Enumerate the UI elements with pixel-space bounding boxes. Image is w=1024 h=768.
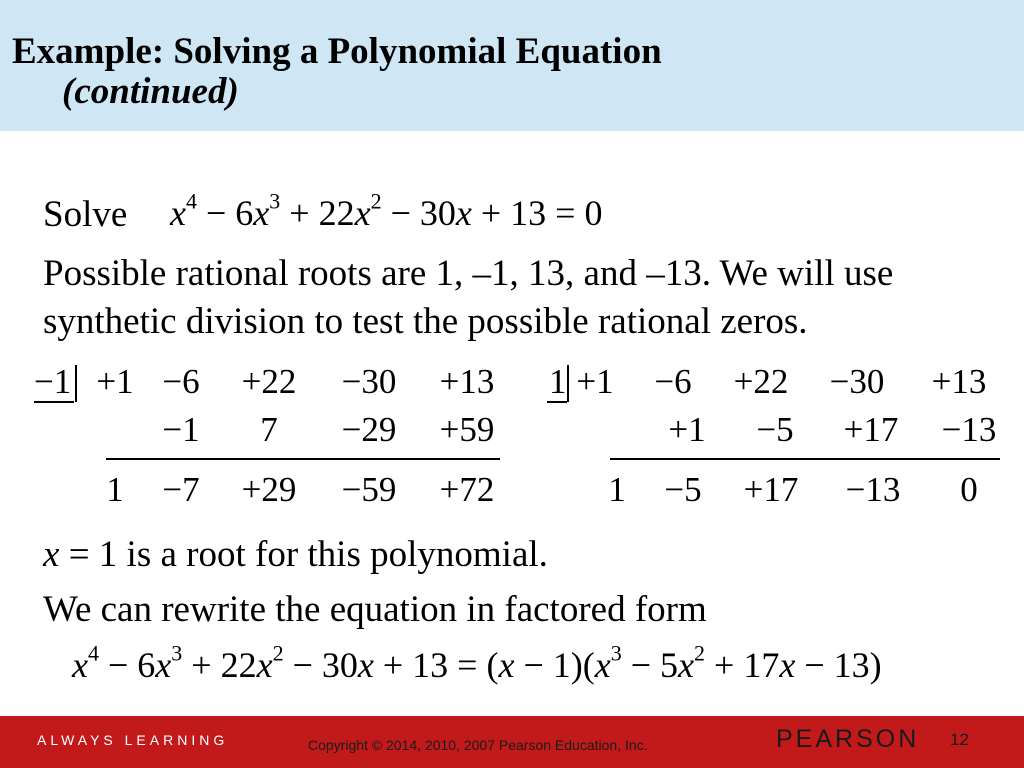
right-row3-cell: −13 (845, 470, 901, 509)
divisor-bar-left (75, 365, 77, 402)
left-row2-cell: −1 (162, 410, 200, 449)
right-row3-cell: 1 (608, 470, 626, 509)
root-statement-text: = 1 is a root for this polynomial. (59, 534, 548, 575)
right-row1-cell: +1 (576, 362, 614, 401)
left-row1-cell: +13 (439, 362, 495, 401)
divisor-underline-right (547, 401, 567, 403)
left-row2-cell: −29 (341, 410, 397, 449)
result-line-right (610, 458, 1000, 460)
result-line-left (106, 458, 500, 460)
left-row1-cell: +1 (96, 362, 134, 401)
divisor-left: −1 (34, 362, 72, 401)
paragraph-line-2: synthetic division to test the possible rational zeros. (43, 301, 808, 342)
factored-equation: $x^4 - 6x^3 + 22x^2 - 30x + 13 = (x - 1)(x^3 - 5x^2 + 17x - 13)$ (72, 640, 882, 685)
left-row1-cell: −30 (341, 362, 397, 401)
right-row2-cell: −13 (941, 410, 997, 449)
always-learning-tagline: ALWAYS LEARNING (37, 732, 229, 748)
paragraph-line-1: Possible rational roots are 1, –1, 13, and –13. We will use (43, 253, 894, 294)
right-row1-cell: −30 (829, 362, 885, 401)
left-row1-cell: +22 (241, 362, 297, 401)
left-row3-cell: 1 (106, 470, 124, 509)
footer-bar (0, 716, 1024, 768)
left-row3-cell: −59 (341, 470, 397, 509)
root-variable: x (43, 534, 60, 575)
right-row1-cell: +13 (931, 362, 987, 401)
copyright-notice: Copyright © 2014, 2010, 2007 Pearson Education, Inc. (308, 737, 648, 753)
divisor-right: 1 (549, 362, 567, 401)
slide-title: Example: Solving a Polynomial Equation (12, 31, 662, 72)
root-statement (43, 536, 548, 573)
right-row2-cell: +17 (843, 410, 899, 449)
left-row3-cell: +72 (439, 470, 495, 509)
left-row2-cell: +59 (439, 410, 495, 449)
page-number: 12 (950, 730, 969, 749)
divisor-underline-left (34, 401, 74, 403)
title-bar (0, 0, 1024, 131)
left-row2-cell: 7 (260, 410, 278, 449)
right-row3-cell: 0 (960, 470, 978, 509)
pearson-logo: PEARSON (776, 725, 920, 753)
slide-subtitle: (continued) (62, 71, 239, 112)
right-row1-cell: −6 (654, 362, 692, 401)
solve-equation: $x^4 - 6x^3 + 22x^2 - 30x + 13 = 0$ (170, 188, 603, 233)
left-row3-cell: −7 (162, 470, 200, 509)
right-row3-cell: −5 (664, 470, 702, 509)
rewrite-statement: We can rewrite the equation in factored form (43, 589, 707, 630)
left-row3-cell: +29 (241, 470, 297, 509)
left-row1-cell: −6 (162, 362, 200, 401)
right-row2-cell: +1 (668, 410, 706, 449)
right-row3-cell: +17 (743, 470, 799, 509)
right-row2-cell: −5 (756, 410, 794, 449)
solve-label: Solve (43, 194, 128, 235)
right-row1-cell: +22 (733, 362, 789, 401)
